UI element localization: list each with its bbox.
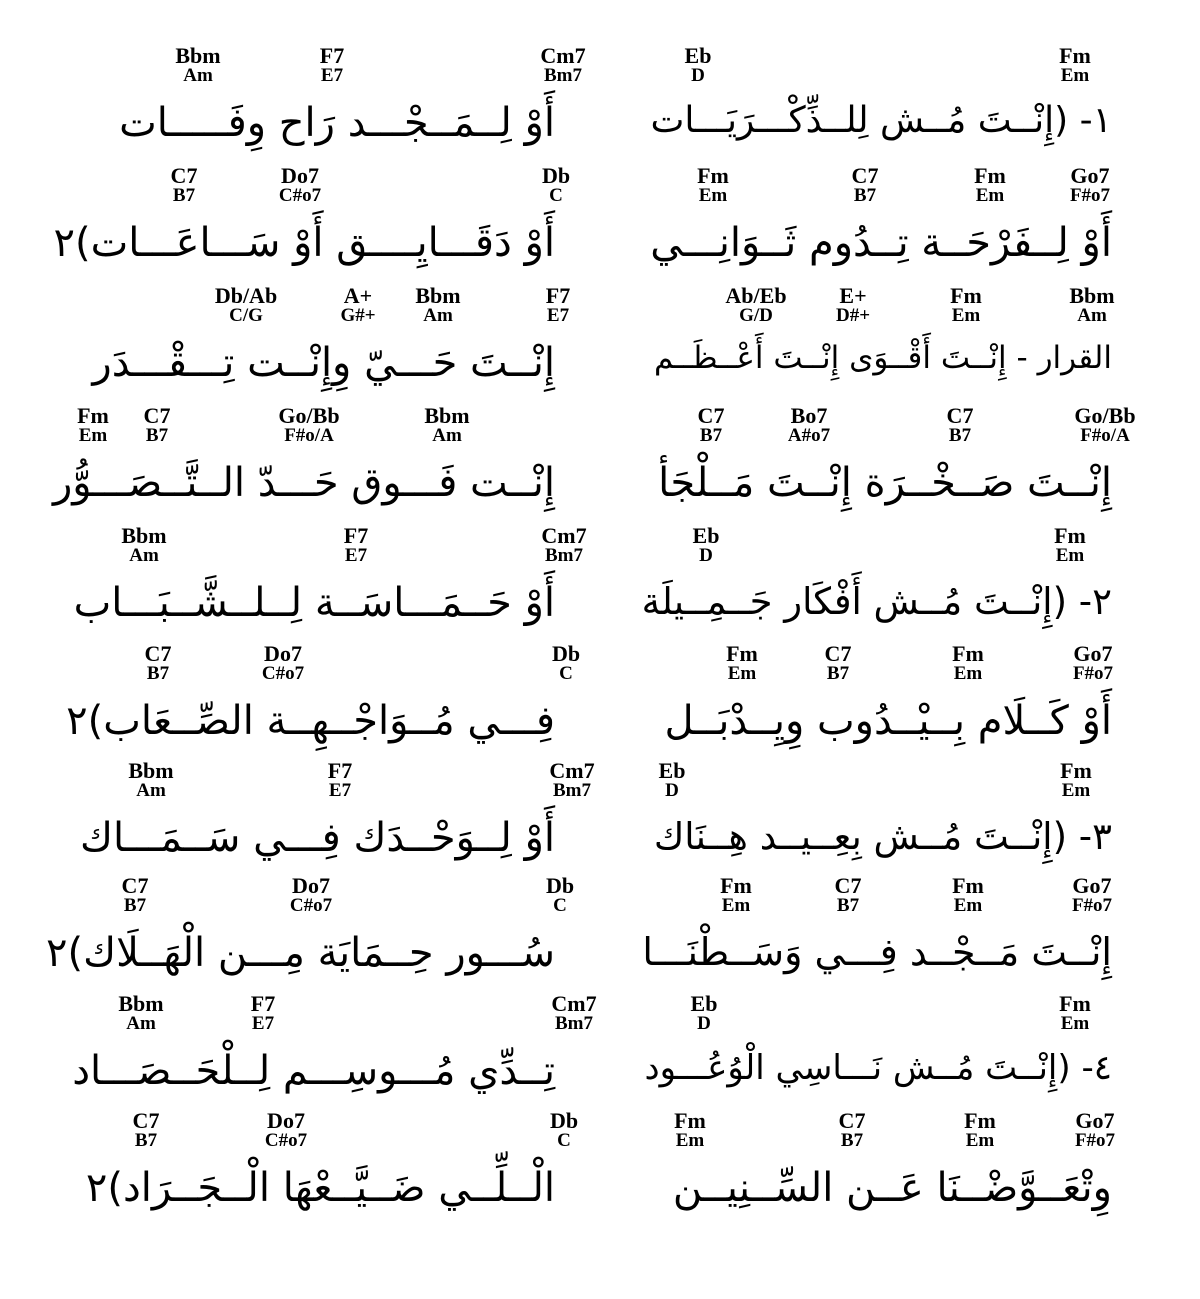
chord-original: Bbm: [118, 991, 164, 1016]
chord: [552, 643, 580, 683]
chord-transposed: B7: [145, 425, 169, 446]
chord: [118, 993, 163, 1033]
chord-original: A+: [343, 283, 373, 308]
chord-original: Fm: [974, 163, 1006, 188]
chord-original: F7: [250, 991, 276, 1016]
chord: [424, 405, 469, 445]
chord-transposed: F#o7: [1072, 663, 1114, 684]
verse-line: [0, 643, 1200, 760]
chord-transposed: D: [665, 780, 679, 801]
lyric-left-hemistich: أَوْ حَــمَـــاسَــة لِــلــشَّــبَـــاب: [73, 580, 555, 626]
chord-transposed: F#o/A: [284, 425, 334, 446]
chord-original: Bbm: [175, 43, 221, 68]
chord: [659, 760, 686, 800]
verse-line: [0, 993, 1200, 1110]
lyric-left-hemistich: الْــلِّــي ضَــيَّــعْهَا الْــجَــرَاد)٢: [85, 1165, 555, 1211]
chord-original: Fm: [952, 873, 984, 898]
chord-original: C7: [824, 641, 852, 666]
chord-transposed: F#o7: [1074, 1130, 1116, 1151]
lyric-right-hemistich: أَوْ لِــفَرْحَــة تِــدُوم ثَــوَانِـــي: [650, 220, 1112, 266]
chord-transposed: C: [553, 895, 567, 916]
verse-line: [0, 525, 1200, 642]
chord-original: F7: [319, 43, 345, 68]
lyric-right-hemistich: ٢- (إِنْــتَ مُــش أَفْكَار جَــمِــيلَة: [641, 580, 1112, 623]
chord-transposed: C#o7: [278, 185, 322, 206]
chord-transposed: Em: [698, 185, 728, 206]
chord-original: Eb: [692, 523, 720, 548]
chord-transposed: E7: [251, 1013, 275, 1034]
chord-transposed: B7: [699, 425, 723, 446]
chord: [952, 875, 984, 915]
chord-transposed: Bm7: [544, 65, 582, 86]
chord: [726, 643, 758, 683]
lyric-right-hemistich: أَوْ كَــلَام بِــيْــدُوب وِيِــدْبَــل: [664, 698, 1112, 744]
chord: [952, 643, 984, 683]
chord-original: Do7: [281, 163, 319, 188]
chord-original: F7: [327, 758, 353, 783]
lyric-left-hemistich: أَوْ لِــوَحْــدَك فِـــي سَــمَـــاك: [80, 815, 555, 861]
chord-original: C7: [121, 873, 149, 898]
chord-original: C7: [144, 641, 172, 666]
chord-original: Fm: [77, 403, 109, 428]
chord: [251, 993, 275, 1033]
chord-original: Fm: [1060, 758, 1092, 783]
chord-transposed: B7: [134, 1130, 158, 1151]
chord-original: Cm7: [541, 523, 587, 548]
chord-original: Fm: [726, 641, 758, 666]
chord-transposed: Am: [126, 1013, 156, 1034]
chord-transposed: B7: [123, 895, 147, 916]
lyric-left-hemistich: أَوْ دَقَـــايِــــق أَوْ سَـــاعَـــات)٢: [53, 220, 555, 266]
chord: [540, 45, 585, 85]
chord-original: Fm: [1054, 523, 1086, 548]
chord: [340, 285, 375, 325]
chord-transposed: A#o7: [787, 425, 831, 446]
chord: [320, 45, 344, 85]
chord-original: E+: [839, 283, 867, 308]
chord-original: F7: [545, 283, 571, 308]
chord-transposed: Am: [183, 65, 213, 86]
lyric-left-hemistich: إِنْــتَ حَـــيّ وِإِنْــت تِـــقْـــدَر: [92, 340, 555, 386]
chord: [265, 1110, 307, 1150]
verse-line: [0, 165, 1200, 282]
chord-transposed: Em: [1055, 545, 1085, 566]
chord-original: Db: [551, 641, 581, 666]
chord-transposed: C#o7: [264, 1130, 308, 1151]
chord: [551, 993, 596, 1033]
chord: [725, 285, 786, 325]
chord: [215, 285, 277, 325]
chord: [691, 993, 718, 1033]
chord-original: Cm7: [540, 43, 586, 68]
chord: [1059, 45, 1091, 85]
chord-transposed: D: [691, 65, 705, 86]
chord-original: C7: [946, 403, 974, 428]
chord: [697, 165, 729, 205]
chord-transposed: B7: [146, 663, 170, 684]
chord-original: Bbm: [424, 403, 470, 428]
chord: [278, 405, 339, 445]
chord: [1072, 875, 1112, 915]
chord-original: Eb: [684, 43, 712, 68]
chord-transposed: Em: [951, 305, 981, 326]
lyric-right-hemistich: ١- (إِنْــتَ مُــش لِلــذِّكْـــرَيَـــات: [650, 100, 1112, 141]
lyric-right-hemistich: القرار - إِنْــتَ أَقْــوَى إِنْــتَ أَعْــظَــم: [654, 340, 1112, 376]
chord-original: Go7: [1072, 873, 1112, 898]
lyric-right-hemistich: إِنْــتَ صَــخْــرَة إِنْــتَ مَــلْجَأ: [658, 460, 1112, 506]
chord-transposed: Em: [727, 663, 757, 684]
chord: [128, 760, 173, 800]
chord-transposed: E7: [328, 780, 352, 801]
chord-transposed: Em: [953, 895, 983, 916]
chord-original: C7: [170, 163, 198, 188]
chord: [546, 285, 570, 325]
chord: [279, 165, 321, 205]
chord: [122, 875, 149, 915]
chord: [685, 45, 712, 85]
chord-original: Ab/Eb: [725, 283, 787, 308]
chord-original: Do7: [264, 641, 302, 666]
verse-line: [0, 405, 1200, 522]
chord-transposed: Em: [78, 425, 108, 446]
chord-original: C7: [132, 1108, 160, 1133]
chord-transposed: Em: [675, 1130, 705, 1151]
chord-transposed: Am: [423, 305, 453, 326]
chord: [836, 285, 870, 325]
chord-transposed: B7: [840, 1130, 864, 1151]
chord: [171, 165, 198, 205]
chord: [550, 1110, 578, 1150]
chord-transposed: D: [699, 545, 713, 566]
chord: [825, 643, 852, 683]
chord-original: Bbm: [121, 523, 167, 548]
chord-transposed: E7: [320, 65, 344, 86]
chord-transposed: B7: [853, 185, 877, 206]
chord: [852, 165, 879, 205]
chord: [788, 405, 830, 445]
lyric-right-hemistich: وِتْعَــوَّضْــنَا عَــن السِّــنِيــن: [672, 1165, 1112, 1211]
chord: [1074, 405, 1135, 445]
chord-original: Bbm: [415, 283, 461, 308]
chord-original: Fm: [720, 873, 752, 898]
chord-transposed: F#o7: [1071, 895, 1113, 916]
chord: [541, 525, 586, 565]
chord-transposed: Am: [1077, 305, 1107, 326]
chord-transposed: F#o7: [1069, 185, 1111, 206]
lyric-right-hemistich: إِنْــتَ مَــجْــد فِـــي وَسَــطْنَـــا: [642, 930, 1112, 974]
chord-original: Fm: [674, 1108, 706, 1133]
chord-original: Eb: [658, 758, 686, 783]
chord-original: Bbm: [128, 758, 174, 783]
chord: [133, 1110, 160, 1150]
lyric-left-hemistich: سُـــور حِــمَايَة مِـــن الْهَــلَاك)٢: [46, 930, 555, 976]
chord-transposed: Bm7: [555, 1013, 593, 1034]
chord-transposed: Em: [953, 663, 983, 684]
chord-original: Fm: [697, 163, 729, 188]
chord-transposed: B7: [836, 895, 860, 916]
chord-transposed: C: [557, 1130, 571, 1151]
chord: [1075, 1110, 1115, 1150]
chord: [835, 875, 862, 915]
chord: [175, 45, 220, 85]
chord: [145, 643, 172, 683]
chord: [121, 525, 166, 565]
chord-transposed: C: [559, 663, 573, 684]
chord-original: Go/Bb: [1074, 403, 1136, 428]
chord-original: Db/Ab: [214, 283, 278, 308]
chord: [674, 1110, 706, 1150]
chord-original: C7: [834, 873, 862, 898]
chord-original: Db: [545, 873, 575, 898]
chord-transposed: Em: [1060, 65, 1090, 86]
chord: [1054, 525, 1086, 565]
chord-original: C7: [697, 403, 725, 428]
chord-transposed: Am: [136, 780, 166, 801]
chord-original: Fm: [1059, 43, 1091, 68]
chord-transposed: C#o7: [261, 663, 305, 684]
chord-original: Db: [541, 163, 571, 188]
chord-original: Fm: [1059, 991, 1091, 1016]
chord-original: F7: [343, 523, 369, 548]
chord-original: Bbm: [1069, 283, 1115, 308]
chord-transposed: G#+: [340, 305, 376, 326]
chord-transposed: Am: [432, 425, 462, 446]
chord-transposed: D: [697, 1013, 711, 1034]
chord-original: Bo7: [790, 403, 828, 428]
chord-original: C7: [851, 163, 879, 188]
chord-original: Go7: [1070, 163, 1110, 188]
chord-transposed: C: [549, 185, 563, 206]
chord-original: Cm7: [549, 758, 595, 783]
chord-original: Fm: [950, 283, 982, 308]
chord-transposed: B7: [826, 663, 850, 684]
chord: [950, 285, 982, 325]
chord-original: Do7: [267, 1108, 305, 1133]
chord: [1070, 165, 1110, 205]
chord-transposed: Em: [1060, 1013, 1090, 1034]
chord-transposed: F#o/A: [1080, 425, 1130, 446]
chord-transposed: Em: [975, 185, 1005, 206]
chord-transposed: E7: [344, 545, 368, 566]
verse-line: [0, 1110, 1200, 1227]
chord: [344, 525, 368, 565]
chord-transposed: Am: [129, 545, 159, 566]
chord-transposed: C#o7: [289, 895, 333, 916]
chord-original: Db: [549, 1108, 579, 1133]
lyric-left-hemistich: أَوْ لِــمَــجْـــد رَاح وِفَـــــات: [119, 100, 555, 146]
chord: [720, 875, 752, 915]
verse-line: [0, 285, 1200, 402]
chord: [328, 760, 352, 800]
lyric-left-hemistich: فِـــي مُــوَاجْــهِــة الصِّــعَاب)٢: [66, 698, 555, 744]
chord: [546, 875, 574, 915]
lyric-right-hemistich: ٣- (إِنْــتَ مُــش بِعِــيــد هِــنَاك: [653, 815, 1112, 858]
chord-transposed: B7: [172, 185, 196, 206]
chord: [964, 1110, 996, 1150]
chord-original: Go7: [1073, 641, 1113, 666]
chord: [415, 285, 460, 325]
chord: [549, 760, 594, 800]
lyric-left-hemistich: تِــدِّي مُـــوسِـــم لِــلْحَــصَـــاد: [72, 1048, 555, 1094]
chord-transposed: D#+: [835, 305, 871, 326]
chord-transposed: B7: [948, 425, 972, 446]
chord: [947, 405, 974, 445]
chord: [144, 405, 171, 445]
chord: [698, 405, 725, 445]
chord: [542, 165, 570, 205]
chord-transposed: C/G: [229, 305, 263, 326]
chord: [974, 165, 1006, 205]
chord: [1059, 993, 1091, 1033]
chord-original: C7: [838, 1108, 866, 1133]
chord: [1069, 285, 1114, 325]
chord-transposed: Em: [721, 895, 751, 916]
chord: [262, 643, 304, 683]
verse-line: [0, 875, 1200, 992]
chord-transposed: Em: [965, 1130, 995, 1151]
chord: [1060, 760, 1092, 800]
chord: [839, 1110, 866, 1150]
chord-original: Fm: [964, 1108, 996, 1133]
chord-transposed: Em: [1061, 780, 1091, 801]
lyric-right-hemistich: ٤- (إِنْــتَ مُــش نَـــاسِي الْوُعُـــود: [644, 1048, 1112, 1088]
verse-line: [0, 760, 1200, 877]
chord-transposed: Bm7: [553, 780, 591, 801]
chord-transposed: E7: [546, 305, 570, 326]
chord-original: Do7: [292, 873, 330, 898]
verse-line: [0, 45, 1200, 162]
chord: [77, 405, 109, 445]
chord-original: Cm7: [551, 991, 597, 1016]
lyric-left-hemistich: إِنْــت فَـــوق حَـــدّ الــتَّــصَـــوُّر: [52, 460, 555, 506]
chord-transposed: Bm7: [545, 545, 583, 566]
chord: [290, 875, 332, 915]
chord: [1073, 643, 1113, 683]
chord: [693, 525, 720, 565]
chord-transposed: G/D: [739, 305, 773, 326]
chord-original: Go7: [1075, 1108, 1115, 1133]
chord-original: Fm: [952, 641, 984, 666]
chord-original: Eb: [690, 991, 718, 1016]
chord-original: C7: [143, 403, 171, 428]
chord-original: Go/Bb: [278, 403, 340, 428]
